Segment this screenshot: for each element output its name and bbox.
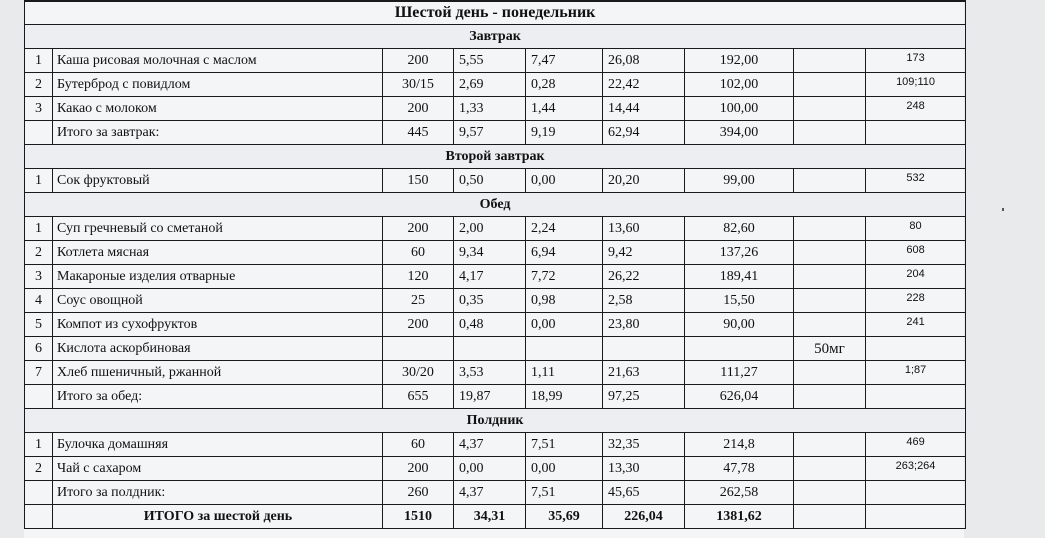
day-title: Шестой день - понедельник [25, 1, 966, 25]
subtotal-number [25, 481, 53, 505]
dish-note [794, 457, 866, 481]
dish-weight: 60 [383, 241, 454, 265]
dish-number: 1 [25, 169, 53, 193]
grand-total-weight: 1510 [383, 505, 454, 529]
section-header-row [25, 25, 966, 49]
dish-row [25, 241, 966, 265]
recipe-code: 263;264 [866, 457, 966, 481]
dish-row [25, 337, 966, 361]
subtotal-fat: 7,51 [526, 481, 603, 505]
subtotal-code [866, 121, 966, 145]
subtotal-label: Итого за завтрак: [53, 121, 383, 145]
recipe-code: 248 [866, 97, 966, 121]
dish-protein: 4,37 [454, 433, 526, 457]
dish-name: Сок фруктовый [53, 169, 383, 193]
dish-name: Макароные изделия отварные [53, 265, 383, 289]
dish-protein: 1,33 [454, 97, 526, 121]
recipe-code: 532 [866, 169, 966, 193]
grand-total-note [794, 505, 866, 529]
subtotal-protein: 19,87 [454, 385, 526, 409]
subtotal-label: Итого за обед: [53, 385, 383, 409]
dish-fat: 0,28 [526, 73, 603, 97]
dish-row [25, 361, 966, 385]
dish-carbs: 32,35 [603, 433, 685, 457]
dish-protein: 0,50 [454, 169, 526, 193]
dish-protein: 0,00 [454, 457, 526, 481]
dish-carbs [603, 337, 685, 361]
dish-note [794, 313, 866, 337]
dish-protein: 9,34 [454, 241, 526, 265]
dish-protein: 2,69 [454, 73, 526, 97]
dish-fat [526, 337, 603, 361]
dish-fat: 7,47 [526, 49, 603, 73]
dish-protein: 4,17 [454, 265, 526, 289]
dish-row [25, 289, 966, 313]
subtotal-protein: 4,37 [454, 481, 526, 505]
dish-name: Компот из сухофруктов [53, 313, 383, 337]
dish-protein [454, 337, 526, 361]
dish-protein: 3,53 [454, 361, 526, 385]
subtotal-weight: 260 [383, 481, 454, 505]
dish-note [794, 73, 866, 97]
menu-table [24, 0, 966, 529]
dish-note [794, 433, 866, 457]
subtotal-number [25, 121, 53, 145]
menu-body [25, 1, 966, 529]
dish-number: 2 [25, 241, 53, 265]
grand-total-protein: 34,31 [454, 505, 526, 529]
section-header-row [25, 145, 966, 169]
dish-protein: 2,00 [454, 217, 526, 241]
dish-fat: 0,00 [526, 169, 603, 193]
dish-row [25, 265, 966, 289]
dish-calories: 15,50 [685, 289, 794, 313]
dish-weight: 150 [383, 169, 454, 193]
grand-total-label: ИТОГО за шестой день [53, 505, 383, 529]
dish-calories: 47,78 [685, 457, 794, 481]
dish-fat: 7,51 [526, 433, 603, 457]
dish-weight: 200 [383, 49, 454, 73]
subtotal-carbs: 97,25 [603, 385, 685, 409]
subtotal-note [794, 385, 866, 409]
dish-fat: 7,72 [526, 265, 603, 289]
recipe-code [866, 337, 966, 361]
dish-number: 1 [25, 49, 53, 73]
dish-fat: 0,00 [526, 457, 603, 481]
recipe-code: 608 [866, 241, 966, 265]
subtotal-fat: 18,99 [526, 385, 603, 409]
subtotal-label: Итого за полдник: [53, 481, 383, 505]
dish-weight: 60 [383, 433, 454, 457]
dish-calories: 99,00 [685, 169, 794, 193]
section-title: Обед [25, 193, 966, 217]
dish-note [794, 289, 866, 313]
dish-row [25, 457, 966, 481]
recipe-code: 109;110 [866, 73, 966, 97]
dish-weight: 200 [383, 97, 454, 121]
dish-name: Какао с молоком [53, 97, 383, 121]
dish-calories: 137,26 [685, 241, 794, 265]
section-header-row [25, 409, 966, 433]
dish-calories: 189,41 [685, 265, 794, 289]
dish-number: 3 [25, 97, 53, 121]
dish-weight: 200 [383, 457, 454, 481]
subtotal-fat: 9,19 [526, 121, 603, 145]
dish-name: Суп гречневый со сметаной [53, 217, 383, 241]
subtotal-row [25, 121, 966, 145]
dish-name: Булочка домашняя [53, 433, 383, 457]
dish-number: 3 [25, 265, 53, 289]
subtotal-row [25, 385, 966, 409]
recipe-code: 469 [866, 433, 966, 457]
dish-carbs: 9,42 [603, 241, 685, 265]
dish-weight: 120 [383, 265, 454, 289]
dish-name: Чай с сахаром [53, 457, 383, 481]
dish-carbs: 13,60 [603, 217, 685, 241]
recipe-code: 228 [866, 289, 966, 313]
dish-weight: 25 [383, 289, 454, 313]
subtotal-row [25, 481, 966, 505]
dish-note [794, 169, 866, 193]
dish-protein: 0,35 [454, 289, 526, 313]
dish-row [25, 97, 966, 121]
section-title: Второй завтрак [25, 145, 966, 169]
dish-name: Бутерброд с повидлом [53, 73, 383, 97]
recipe-code: 1;87 [866, 361, 966, 385]
subtotal-protein: 9,57 [454, 121, 526, 145]
grand-total-number [25, 505, 53, 529]
dish-number: 1 [25, 217, 53, 241]
dish-calories: 100,00 [685, 97, 794, 121]
grand-total-fat: 35,69 [526, 505, 603, 529]
dish-weight: 30/20 [383, 361, 454, 385]
grand-total-carbs: 226,04 [603, 505, 685, 529]
subtotal-note [794, 481, 866, 505]
dish-carbs: 20,20 [603, 169, 685, 193]
subtotal-note [794, 121, 866, 145]
dish-carbs: 26,22 [603, 265, 685, 289]
grand-total-code [866, 505, 966, 529]
dish-number: 7 [25, 361, 53, 385]
dish-weight: 200 [383, 217, 454, 241]
recipe-code: 173 [866, 49, 966, 73]
dish-number: 1 [25, 433, 53, 457]
grand-total-row [25, 505, 966, 529]
subtotal-code [866, 385, 966, 409]
dish-calories: 82,60 [685, 217, 794, 241]
dish-carbs: 23,80 [603, 313, 685, 337]
subtotal-carbs: 62,94 [603, 121, 685, 145]
dish-fat: 0,00 [526, 313, 603, 337]
dish-name: Котлета мясная [53, 241, 383, 265]
dish-number: 2 [25, 457, 53, 481]
scan-speck [1002, 208, 1004, 211]
dish-fat: 1,44 [526, 97, 603, 121]
dish-number: 5 [25, 313, 53, 337]
subtotal-calories: 626,04 [685, 385, 794, 409]
dish-calories: 102,00 [685, 73, 794, 97]
dish-note [794, 217, 866, 241]
dish-carbs: 26,08 [603, 49, 685, 73]
dish-row [25, 313, 966, 337]
dish-number: 4 [25, 289, 53, 313]
dish-calories: 90,00 [685, 313, 794, 337]
recipe-code: 80 [866, 217, 966, 241]
subtotal-calories: 394,00 [685, 121, 794, 145]
dish-row [25, 169, 966, 193]
dish-calories: 214,8 [685, 433, 794, 457]
dish-name: Соус овощной [53, 289, 383, 313]
subtotal-weight: 445 [383, 121, 454, 145]
dish-note [794, 97, 866, 121]
dish-protein: 0,48 [454, 313, 526, 337]
recipe-code: 241 [866, 313, 966, 337]
section-title: Завтрак [25, 25, 966, 49]
subtotal-number [25, 385, 53, 409]
dish-carbs: 22,42 [603, 73, 685, 97]
dish-weight [383, 337, 454, 361]
dish-name: Хлеб пшеничный, ржанной [53, 361, 383, 385]
dish-row [25, 433, 966, 457]
section-title: Полдник [25, 409, 966, 433]
dish-carbs: 21,63 [603, 361, 685, 385]
dish-name: Каша рисовая молочная с маслом [53, 49, 383, 73]
dish-note [794, 241, 866, 265]
day-title-row [25, 1, 966, 25]
grand-total-calories: 1381,62 [685, 505, 794, 529]
dish-calories: 111,27 [685, 361, 794, 385]
dish-row [25, 73, 966, 97]
dish-weight: 30/15 [383, 73, 454, 97]
dish-note [794, 361, 866, 385]
dish-row [25, 217, 966, 241]
section-header-row [25, 193, 966, 217]
dish-fat: 1,11 [526, 361, 603, 385]
dish-note [794, 265, 866, 289]
subtotal-code [866, 481, 966, 505]
recipe-code: 204 [866, 265, 966, 289]
dish-fat: 2,24 [526, 217, 603, 241]
dish-name: Кислота аскорбиновая [53, 337, 383, 361]
dish-note [794, 49, 866, 73]
dish-number: 6 [25, 337, 53, 361]
dish-fat: 0,98 [526, 289, 603, 313]
dish-number: 2 [25, 73, 53, 97]
dish-note: 50мг [794, 337, 866, 361]
dish-fat: 6,94 [526, 241, 603, 265]
dish-carbs: 2,58 [603, 289, 685, 313]
dish-row [25, 49, 966, 73]
dish-calories: 192,00 [685, 49, 794, 73]
subtotal-calories: 262,58 [685, 481, 794, 505]
dish-weight: 200 [383, 313, 454, 337]
dish-carbs: 13,30 [603, 457, 685, 481]
dish-protein: 5,55 [454, 49, 526, 73]
dish-carbs: 14,44 [603, 97, 685, 121]
subtotal-weight: 655 [383, 385, 454, 409]
dish-calories [685, 337, 794, 361]
subtotal-carbs: 45,65 [603, 481, 685, 505]
